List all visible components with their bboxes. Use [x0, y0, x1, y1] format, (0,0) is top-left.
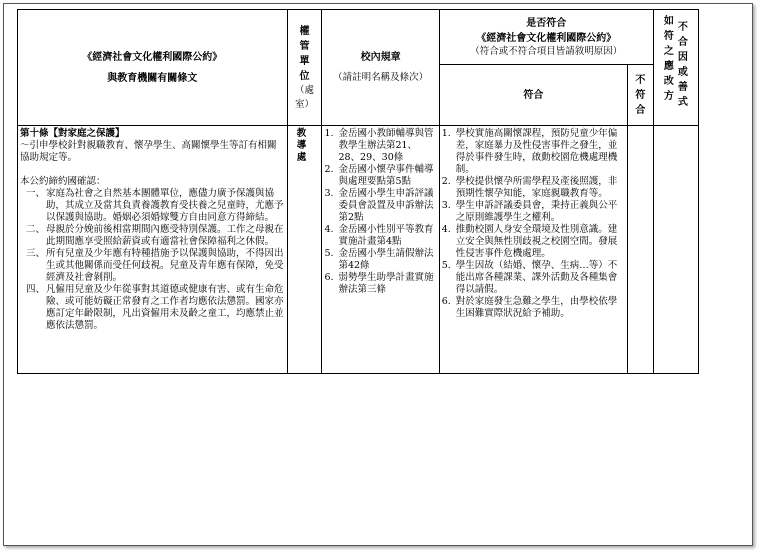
header-col5-char: 改: [663, 76, 674, 87]
regulation-number: 1.: [324, 128, 334, 139]
regulation-number: 3.: [324, 188, 334, 199]
header-col2-char: 位: [299, 70, 310, 82]
compliance-text: 推動校園人身安全環境及性別意識。建立安全與無性別歧視之校園空間。發展性侵害事件危機處理。: [455, 224, 618, 259]
list-item: [324, 224, 436, 248]
header-col2-char: 單: [299, 55, 310, 67]
regulation-text: 金岳國小懷孕事件輔導與處理要點第5點: [338, 164, 434, 187]
list-item: [442, 200, 625, 224]
regulation-number: 5.: [324, 248, 334, 259]
compliance-number: 3.: [441, 200, 451, 211]
regulation-number: 4.: [324, 224, 334, 235]
header-col5-char: 式: [677, 97, 688, 108]
article-intro: ～引申學校針對親職教育、懷孕學生、高關懷學生等訂有相關協助規定等。: [20, 140, 277, 163]
clause-text: 凡僱用兒童及少年從事對其道德或健康有害、或有生命危險、或可能妨礙正常發育之工作者均應依法懲罰。國家亦應訂定年齡限制，凡出資僱用未及齡之童工，均應禁止並應依法懲罰。: [46, 284, 284, 331]
header-col4-no-char: 不: [635, 74, 646, 86]
clause-number: 一、: [26, 188, 46, 199]
clause-number: 二、: [26, 224, 46, 235]
header-school-regulations: [322, 10, 439, 126]
compliance-text: 學校實施高關懷課程，預防兒童少年偏差，家庭暴力及性侵害事件之發生，並得於事件發生時，啟動校園危機處理機制。: [455, 128, 618, 175]
header-col4-title2: 《經濟社會文化權利國際公約》: [476, 33, 617, 44]
regulation-text: 弱勢學生助學計畫實施辦法第三條: [338, 272, 434, 295]
regulation-text: 金岳國小教師輔導與管教學生辦法第21、28、29、30條: [338, 128, 434, 163]
header-col5-char: 應: [663, 61, 674, 72]
header-col3-note: （請註明名稱及條次）: [333, 72, 429, 83]
header-improvement: [653, 10, 698, 126]
regulation-text: 金岳國小學生申訴評議委員會設置及申訴辦法第2點: [338, 188, 434, 223]
header-col5-char: 合: [677, 37, 688, 48]
compliance-text: 對於家庭發生急難之學生，由學校依學生困難實際狀況給予補助。: [455, 296, 618, 319]
header-col1-line2: 與教育機關有關條文: [107, 72, 198, 84]
header-noncompliant: [627, 65, 653, 126]
header-responsible-unit: [287, 10, 322, 126]
covenant-review-table: [17, 9, 699, 374]
compliance-text: 學校提供懷孕所需學程及產後照護，非預期性懷孕知能，家庭親職教育等。: [455, 176, 618, 199]
list-item: [442, 260, 625, 296]
header-compliant: [439, 65, 627, 126]
header-compliance: [439, 10, 653, 65]
header-col3-title: 校內規章: [360, 52, 401, 63]
header-col1-line1: 《經濟社會文化權利國際公約》: [82, 51, 223, 63]
header-col2-char: 權: [299, 25, 310, 37]
header-col4-title1: 是否符合: [526, 18, 567, 29]
noncompliant-cell: [627, 126, 653, 374]
clause-text: 家庭為社會之自然基本團體單位，應儘力廣予保護與協助，其成立及當其負責養護教育受扶養之兒童時，尤應予以保護與協助。婚姻必須婚嫁雙方自由同意方得締結。: [46, 188, 284, 223]
compliance-cell: [439, 126, 627, 374]
list-item: [324, 188, 436, 224]
compliance-text: 學生因故（結婚、懷孕、生病…等）不能出席各種課業、課外活動及各種集會得以請假。: [455, 260, 618, 295]
compliance-number: 4.: [441, 224, 451, 235]
compliance-number: 1.: [441, 128, 451, 139]
header-col5-char: 或: [677, 67, 688, 78]
list-item: [324, 164, 436, 188]
regulation-number: 6.: [324, 272, 334, 283]
unit-name: 教導處: [296, 128, 313, 163]
compliance-number: 2.: [441, 176, 451, 187]
compliance-number: 5.: [441, 260, 451, 271]
header-col5-char: 之: [663, 46, 674, 57]
table-row: [18, 126, 699, 374]
compliance-number: 6.: [441, 296, 451, 307]
document-page: [3, 3, 753, 546]
list-item: [20, 224, 285, 248]
list-item: [324, 272, 436, 296]
header-col5-char: 不: [677, 22, 688, 33]
improvement-cell: [653, 126, 698, 374]
responsible-unit-cell: [287, 126, 322, 374]
header-col5-char: 因: [677, 52, 688, 63]
list-item: [20, 248, 285, 284]
header-col4-no-char: 符: [635, 89, 646, 101]
regulation-text: 金岳國小性別平等教育實施計畫第4點: [338, 224, 434, 247]
list-item: [20, 188, 285, 224]
header-col2-char: 管: [299, 40, 310, 52]
header-col5-char: 如: [663, 16, 674, 27]
clause-text: 母親於分娩前後相當期間內應受特別保護。工作之母親在此期間應享受照給薪資或有適當社會保障福利之休假。: [46, 224, 284, 247]
list-item: [442, 296, 625, 320]
list-item: [442, 128, 625, 176]
regulation-text: 金岳國小學生請假辦法第42條: [338, 248, 434, 271]
list-item: [324, 128, 436, 164]
header-col4-sub-yes: 符合: [523, 89, 544, 101]
list-item: [442, 224, 625, 260]
article-title: 第十條【對家庭之保護】: [20, 128, 125, 139]
header-col5-char: 方: [663, 91, 674, 102]
header-col2-note: （處室）: [294, 84, 314, 110]
list-item: [442, 176, 625, 200]
header-col4-note: （符合或不符合項目皆請敘明原因）: [470, 46, 623, 57]
regulation-number: 2.: [324, 164, 334, 175]
header-covenant-articles: [18, 10, 288, 126]
clause-number: 四、: [26, 284, 46, 295]
header-col5-char: 善: [677, 82, 688, 93]
regulations-cell: [322, 126, 439, 374]
covenant-article-cell: [18, 126, 288, 374]
confirm-label: 本公約締約國確認：: [20, 176, 106, 187]
header-col4-no-char: 合: [635, 104, 646, 116]
list-item: [324, 248, 436, 272]
clause-text: 所有兒童及少年應有特種措施予以保護與協助，不得因出生或其他關係而受任何歧視。兒童及青年應有保障，免受經濟及社會剝削。: [46, 248, 284, 283]
compliance-text: 學生申訴評議委員會，秉持正義與公平之原則維護學生之權利。: [455, 200, 618, 223]
header-col5-char: 符: [663, 31, 674, 42]
clause-number: 三、: [26, 248, 46, 259]
list-item: [20, 284, 285, 332]
